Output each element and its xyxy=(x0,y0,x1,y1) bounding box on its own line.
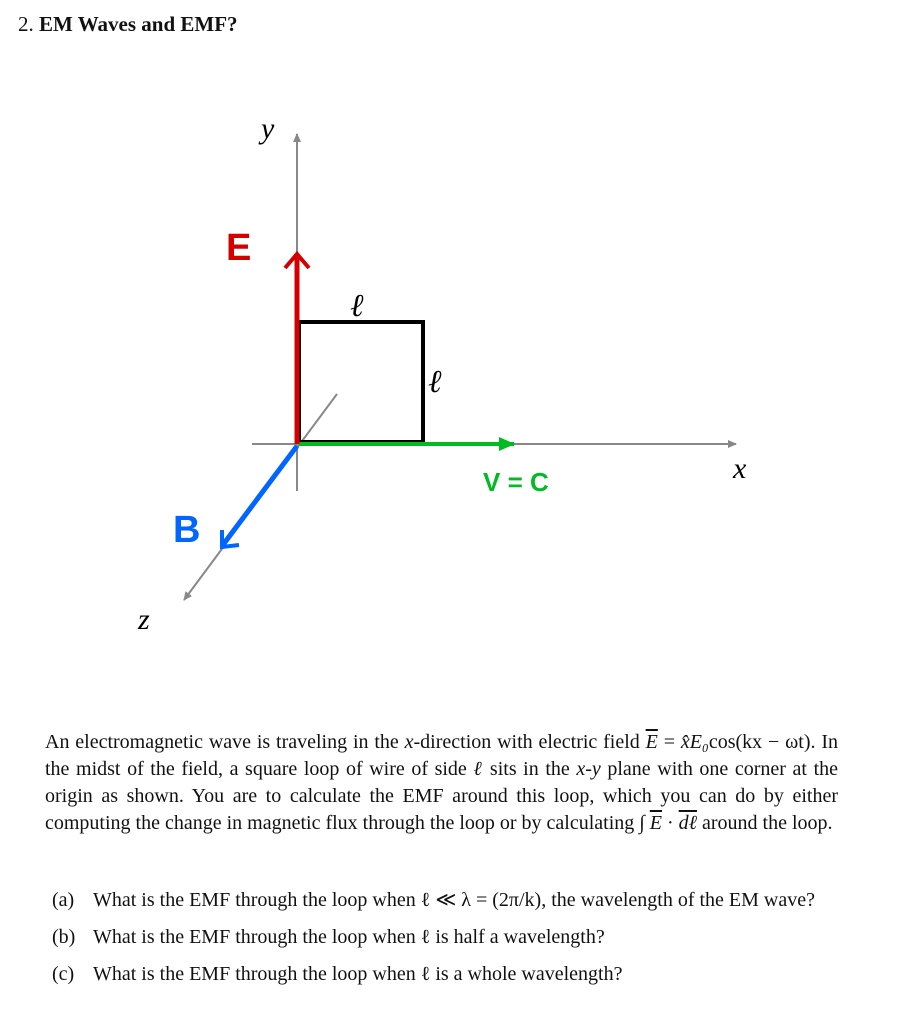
e-field-label: E xyxy=(226,227,252,269)
question-text: What is the EMF through the loop when ℓ is a whole wavelength? xyxy=(93,963,623,985)
problem-title: EM Waves and EMF? xyxy=(39,12,238,36)
statement-e-vector: $\overline{E}$ xyxy=(645,731,658,753)
x-axis-label: x xyxy=(733,452,747,485)
statement-integral: ∫ xyxy=(639,812,645,834)
problem-statement xyxy=(45,729,838,837)
question-marker: (b) xyxy=(52,926,76,948)
b-field-label: B xyxy=(173,509,201,551)
statement-text-6: plane with one corner at the origin as shown. You are to calculate the EMF around this loop, which you can do by either computing the change in magnetic flux through the loop or by calculating xyxy=(45,758,838,834)
question-list xyxy=(52,887,842,998)
statement-text-1: An electromagnetic wave is traveling in the xyxy=(45,731,405,753)
side-label-top: ℓ xyxy=(350,287,364,323)
statement-text-7: around the loop. xyxy=(697,812,833,834)
statement-ell: ℓ xyxy=(473,758,484,780)
velocity-label: V = C xyxy=(483,467,549,497)
statement-x: x xyxy=(404,731,414,753)
side-label-right: ℓ xyxy=(428,363,442,399)
b-field-arrow xyxy=(222,446,297,546)
statement-text-4: cos(kx − ωt). In the midst of the field, a square loop of wire of side xyxy=(45,731,839,780)
statement-e-vector-2: $\overline{E}$ xyxy=(649,812,662,834)
question-text: What is the EMF through the loop when ℓ ≪ λ = (2π/k), the wavelength of the EM wave? xyxy=(93,889,815,911)
statement-text-2: -direction with electric field xyxy=(413,731,646,753)
statement-xy: x-y xyxy=(576,758,601,780)
statement-e0: x̂E₀ xyxy=(680,731,709,753)
square-loop xyxy=(299,322,423,442)
question-b xyxy=(52,924,842,951)
statement-dot: · xyxy=(662,812,679,834)
question-marker: (a) xyxy=(52,889,75,911)
statement-dl: dℓ xyxy=(678,812,698,834)
problem-number: 2. xyxy=(18,12,34,36)
question-a xyxy=(52,887,842,914)
question-c xyxy=(52,961,842,988)
z-axis-label: z xyxy=(138,603,150,636)
question-text: What is the EMF through the loop when ℓ is half a wavelength? xyxy=(93,926,605,948)
statement-text-3: = xyxy=(657,731,681,753)
question-marker: (c) xyxy=(52,963,75,985)
y-axis-label: y xyxy=(261,112,275,145)
statement-text-5: sits in the xyxy=(483,758,577,780)
